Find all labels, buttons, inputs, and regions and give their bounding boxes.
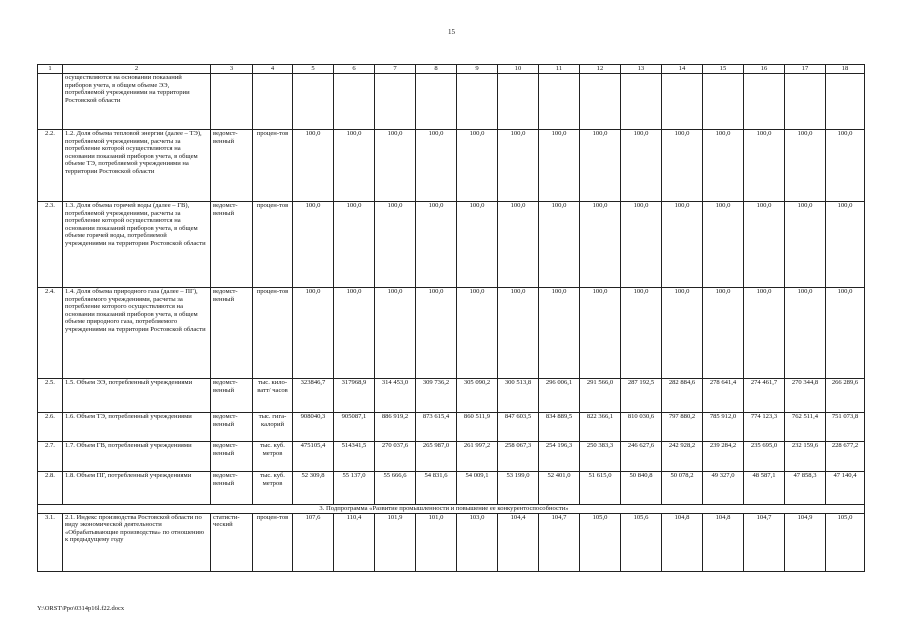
table-row — [38, 74, 865, 130]
value-cell: 270 037,6 — [375, 442, 416, 472]
column-header: 10 — [498, 65, 539, 74]
value-cell: 100,0 — [580, 202, 621, 288]
value-cell: 100,0 — [334, 202, 375, 288]
row-number: 2.3. — [38, 202, 63, 288]
data-source — [211, 74, 253, 130]
data-source: ведомст-венный — [211, 130, 253, 202]
value-cell: 100,0 — [744, 288, 785, 379]
value-cell: 103,0 — [457, 513, 498, 571]
row-number: 3.1. — [38, 513, 63, 571]
table-row — [38, 288, 865, 379]
unit-of-measure: тыс. гига-калорий — [253, 413, 293, 442]
value-cell: 100,0 — [621, 288, 662, 379]
value-cell: 100,0 — [416, 202, 457, 288]
value-cell: 100,0 — [334, 130, 375, 202]
value-cell — [826, 74, 865, 130]
value-cell: 278 641,4 — [703, 379, 744, 413]
value-cell: 101,0 — [416, 513, 457, 571]
value-cell: 232 159,6 — [785, 442, 826, 472]
indicator-table-wrapper — [37, 64, 864, 572]
value-cell: 873 615,4 — [416, 413, 457, 442]
indicator-description: 2.1. Индекс производства Ростовской области по виду экономической деятельности «Обрабатывающие производства» по отношению к предыдущему году — [63, 513, 211, 571]
value-cell: 261 997,2 — [457, 442, 498, 472]
unit-of-measure: тыс. куб. метров — [253, 442, 293, 472]
value-cell: 514341,5 — [334, 442, 375, 472]
value-cell: 100,0 — [662, 288, 703, 379]
indicator-description: 1.7. Объем ГВ, потребленный учреждениями — [63, 442, 211, 472]
value-cell: 100,0 — [826, 130, 865, 202]
footer-file-path: Y:\ORST\Ppo\0314p16l.f22.docx — [37, 605, 125, 612]
data-source: ведомст-венный — [211, 379, 253, 413]
value-cell: 104,7 — [744, 513, 785, 571]
row-number: 2.7. — [38, 442, 63, 472]
value-cell: 104,8 — [662, 513, 703, 571]
value-cell: 53 199,0 — [498, 472, 539, 505]
section-spacer — [38, 505, 63, 514]
value-cell: 265 987,0 — [416, 442, 457, 472]
value-cell: 100,0 — [416, 288, 457, 379]
value-cell: 54 009,1 — [457, 472, 498, 505]
value-cell — [293, 74, 334, 130]
value-cell: 49 327,0 — [703, 472, 744, 505]
column-header: 3 — [211, 65, 253, 74]
value-cell — [662, 74, 703, 130]
value-cell: 101,9 — [375, 513, 416, 571]
value-cell: 54 831,6 — [416, 472, 457, 505]
value-cell: 100,0 — [785, 202, 826, 288]
value-cell: 282 884,6 — [662, 379, 703, 413]
value-cell: 270 344,8 — [785, 379, 826, 413]
value-cell: 291 566,0 — [580, 379, 621, 413]
value-cell: 104,9 — [785, 513, 826, 571]
value-cell: 100,0 — [785, 288, 826, 379]
column-header: 12 — [580, 65, 621, 74]
value-cell: 100,0 — [662, 130, 703, 202]
column-header: 8 — [416, 65, 457, 74]
value-cell: 797 880,2 — [662, 413, 703, 442]
value-cell: 48 587,1 — [744, 472, 785, 505]
value-cell: 50 840,8 — [621, 472, 662, 505]
value-cell: 762 511,4 — [785, 413, 826, 442]
column-header: 9 — [457, 65, 498, 74]
column-header: 13 — [621, 65, 662, 74]
data-source: ведомст-венный — [211, 413, 253, 442]
value-cell: 100,0 — [498, 202, 539, 288]
value-cell: 822 366,1 — [580, 413, 621, 442]
value-cell: 100,0 — [703, 288, 744, 379]
column-header: 14 — [662, 65, 703, 74]
value-cell: 100,0 — [744, 130, 785, 202]
value-cell: 55 666,6 — [375, 472, 416, 505]
column-header: 11 — [539, 65, 580, 74]
indicator-table — [37, 64, 865, 572]
value-cell: 239 284,2 — [703, 442, 744, 472]
value-cell: 55 137,0 — [334, 472, 375, 505]
column-header: 4 — [253, 65, 293, 74]
value-cell: 908040,3 — [293, 413, 334, 442]
value-cell: 100,0 — [621, 130, 662, 202]
value-cell: 100,0 — [785, 130, 826, 202]
data-source: статисти-ческий — [211, 513, 253, 571]
page-number: 15 — [448, 28, 455, 36]
value-cell: 50 078,2 — [662, 472, 703, 505]
value-cell — [416, 74, 457, 130]
value-cell: 287 192,5 — [621, 379, 662, 413]
value-cell: 810 030,6 — [621, 413, 662, 442]
table-row — [38, 130, 865, 202]
value-cell: 100,0 — [457, 202, 498, 288]
indicator-description: 1.3. Доля объема горячей воды (далее – ГВ), потребляемой учреждениями, расчеты за потребление которой осуществляются на основании показаний приборов учета, в общем объеме горячей воды, потребляемой учреждениями на территории Ростовской области — [63, 202, 211, 288]
value-cell: 47 858,3 — [785, 472, 826, 505]
value-cell: 100,0 — [498, 130, 539, 202]
value-cell: 100,0 — [826, 288, 865, 379]
value-cell: 100,0 — [580, 288, 621, 379]
table-row — [38, 472, 865, 505]
unit-of-measure: тыс. кило-ватт/ часов — [253, 379, 293, 413]
value-cell: 250 383,3 — [580, 442, 621, 472]
section-row — [38, 505, 865, 514]
value-cell: 254 196,3 — [539, 442, 580, 472]
value-cell: 317968,9 — [334, 379, 375, 413]
column-header: 5 — [293, 65, 334, 74]
value-cell: 100,0 — [457, 130, 498, 202]
data-source: ведомст-венный — [211, 472, 253, 505]
value-cell: 100,0 — [539, 288, 580, 379]
table-row — [38, 442, 865, 472]
value-cell: 105,6 — [621, 513, 662, 571]
value-cell: 274 461,7 — [744, 379, 785, 413]
value-cell: 309 736,2 — [416, 379, 457, 413]
indicator-description: 1.8. Объем ПГ, потребленный учреждениями — [63, 472, 211, 505]
value-cell: 100,0 — [293, 288, 334, 379]
unit-of-measure: процен-тов — [253, 513, 293, 571]
value-cell: 100,0 — [375, 130, 416, 202]
value-cell — [703, 74, 744, 130]
value-cell — [744, 74, 785, 130]
value-cell: 100,0 — [621, 202, 662, 288]
column-header: 17 — [785, 65, 826, 74]
unit-of-measure: процен-тов — [253, 202, 293, 288]
value-cell — [334, 74, 375, 130]
value-cell: 100,0 — [457, 288, 498, 379]
unit-of-measure — [253, 74, 293, 130]
row-number: 2.8. — [38, 472, 63, 505]
value-cell: 242 928,2 — [662, 442, 703, 472]
unit-of-measure: процен-тов — [253, 288, 293, 379]
value-cell: 228 677,2 — [826, 442, 865, 472]
data-source: ведомст-венный — [211, 288, 253, 379]
value-cell: 266 289,6 — [826, 379, 865, 413]
value-cell: 751 073,8 — [826, 413, 865, 442]
value-cell: 100,0 — [703, 202, 744, 288]
value-cell: 47 140,4 — [826, 472, 865, 505]
value-cell: 51 615,0 — [580, 472, 621, 505]
column-header: 6 — [334, 65, 375, 74]
value-cell: 300 513,8 — [498, 379, 539, 413]
value-cell: 104,4 — [498, 513, 539, 571]
unit-of-measure: тыс. куб. метров — [253, 472, 293, 505]
indicator-description: 1.6. Объем ТЭ, потребленный учреждениями — [63, 413, 211, 442]
table-row — [38, 202, 865, 288]
value-cell — [498, 74, 539, 130]
value-cell: 305 090,2 — [457, 379, 498, 413]
value-cell: 100,0 — [744, 202, 785, 288]
table-row — [38, 413, 865, 442]
value-cell: 100,0 — [416, 130, 457, 202]
table-row — [38, 513, 865, 571]
data-source: ведомст-венный — [211, 202, 253, 288]
value-cell — [621, 74, 662, 130]
value-cell: 323846,7 — [293, 379, 334, 413]
value-cell: 847 603,5 — [498, 413, 539, 442]
row-number — [38, 74, 63, 130]
value-cell: 314 453,0 — [375, 379, 416, 413]
value-cell: 235 695,0 — [744, 442, 785, 472]
indicator-description: осуществляются на основании показаний приборов учета, в общем объеме ЭЭ, потребляемой учреждениями на территории Ростовской области — [63, 74, 211, 130]
value-cell: 258 067,3 — [498, 442, 539, 472]
value-cell: 104,8 — [703, 513, 744, 571]
value-cell: 100,0 — [334, 288, 375, 379]
indicator-rows — [38, 74, 865, 505]
value-cell: 100,0 — [375, 202, 416, 288]
unit-of-measure: процен-тов — [253, 130, 293, 202]
value-cell: 100,0 — [293, 202, 334, 288]
value-cell: 52 309,8 — [293, 472, 334, 505]
value-cell: 100,0 — [293, 130, 334, 202]
value-cell: 107,6 — [293, 513, 334, 571]
section-title: 3. Подпрограмма «Развитие промышленности и повышение ее конкурентоспособности» — [63, 505, 826, 514]
value-cell — [457, 74, 498, 130]
row-number: 2.6. — [38, 413, 63, 442]
value-cell: 100,0 — [498, 288, 539, 379]
table-row — [38, 379, 865, 413]
value-cell: 105,0 — [826, 513, 865, 571]
column-header: 16 — [744, 65, 785, 74]
value-cell: 785 912,0 — [703, 413, 744, 442]
value-cell: 246 627,6 — [621, 442, 662, 472]
value-cell: 860 511,9 — [457, 413, 498, 442]
column-header: 2 — [63, 65, 211, 74]
value-cell — [375, 74, 416, 130]
value-cell: 52 401,0 — [539, 472, 580, 505]
row-number: 2.2. — [38, 130, 63, 202]
column-number-header-row — [38, 65, 865, 74]
data-source: ведомст-венный — [211, 442, 253, 472]
value-cell: 905087,1 — [334, 413, 375, 442]
value-cell: 296 006,1 — [539, 379, 580, 413]
indicator-row-3-1 — [38, 513, 865, 571]
value-cell — [580, 74, 621, 130]
value-cell: 100,0 — [539, 202, 580, 288]
value-cell: 100,0 — [662, 202, 703, 288]
value-cell: 105,0 — [580, 513, 621, 571]
section-spacer — [826, 505, 865, 514]
value-cell — [539, 74, 580, 130]
value-cell: 100,0 — [375, 288, 416, 379]
column-header: 1 — [38, 65, 63, 74]
value-cell: 110,4 — [334, 513, 375, 571]
value-cell: 774 123,3 — [744, 413, 785, 442]
value-cell: 834 889,5 — [539, 413, 580, 442]
value-cell: 104,7 — [539, 513, 580, 571]
row-number: 2.4. — [38, 288, 63, 379]
indicator-description: 1.4. Доля объема природного газа (далее – ПГ), потребляемого учреждениями, расчеты за потребление которого осуществляются на основании показаний приборов учета, в общем объеме природного газа, потребляемого учреждениями на территории Ростовской области — [63, 288, 211, 379]
indicator-description: 1.5. Объем ЭЭ, потребленный учреждениями — [63, 379, 211, 413]
value-cell: 100,0 — [826, 202, 865, 288]
value-cell: 100,0 — [580, 130, 621, 202]
value-cell: 886 919,2 — [375, 413, 416, 442]
column-header: 18 — [826, 65, 865, 74]
column-header: 15 — [703, 65, 744, 74]
value-cell: 100,0 — [703, 130, 744, 202]
value-cell: 475105,4 — [293, 442, 334, 472]
value-cell: 100,0 — [539, 130, 580, 202]
value-cell — [785, 74, 826, 130]
indicator-description: 1.2. Доля объема тепловой энергии (далее – ТЭ), потребляемой учреждениями, расчеты за потребление которой осуществляются на основании показаний приборов учета, в общем объеме ТЭ, потребляемой учреждениями на территории Ростовской области — [63, 130, 211, 202]
column-header: 7 — [375, 65, 416, 74]
row-number: 2.5. — [38, 379, 63, 413]
